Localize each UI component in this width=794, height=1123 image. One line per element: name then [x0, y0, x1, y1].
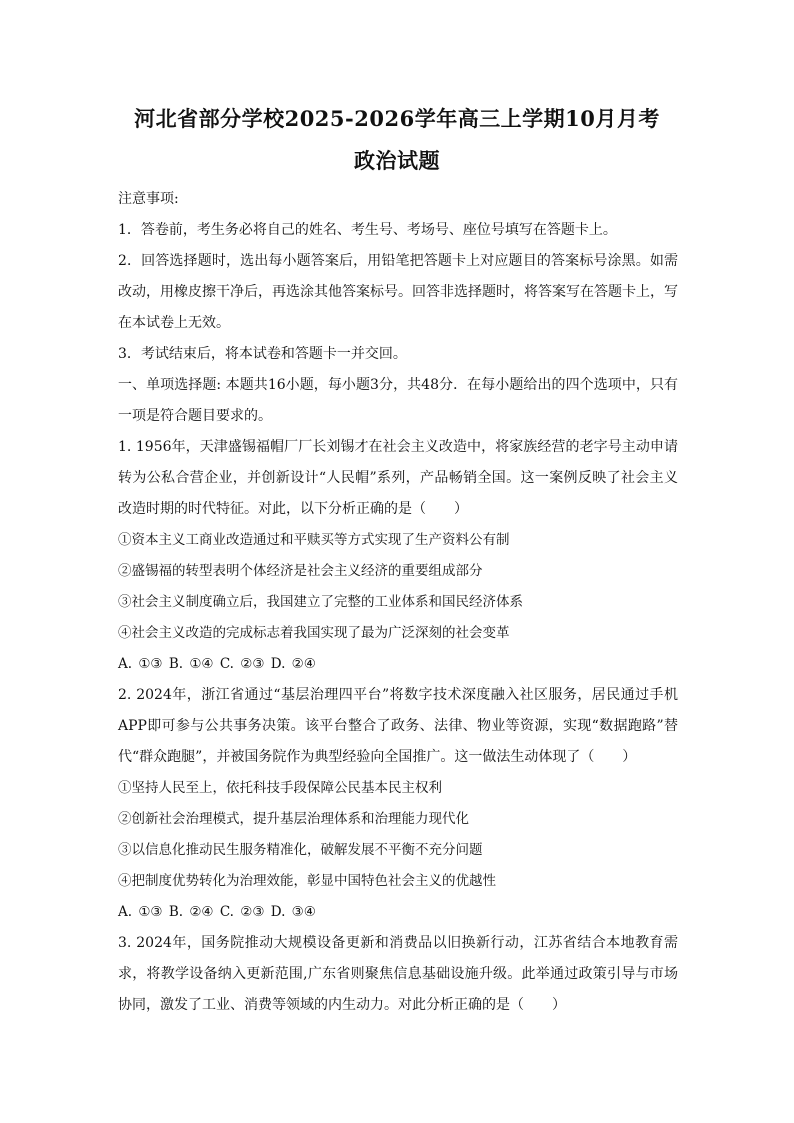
question-1-option-1: ①资本主义工商业改造通过和平赎买等方式实现了生产资料公有制 [118, 532, 510, 548]
notice-item-2: 2．回答选择题时，选出每小题答案后，用铅笔把答题卡上对应题目的答案标号涂黑。如需改动，用橡皮擦干净后，再选涂其他答案标号。回答非选择题时，将答案写在答题卡上，写在本试卷上无效。 [118, 253, 678, 331]
question-2-option-1: ①坚持人民至上，依托科技手段保障公民基本民主权利 [118, 780, 442, 796]
question-1-option-3: ③社会主义制度确立后，我国建立了完整的工业体系和国民经济体系 [118, 594, 523, 610]
notice-heading: 注意事项: [118, 191, 179, 207]
question-1-stem: 1. 1956年，天津盛锡福帽厂厂长刘锡才在社会主义改造中，将家族经营的老字号主动申请转为公私合营企业，并创新设计“人民帽”系列，产品畅销全国。这一案例反映了社会主义改造时期的时代特征。对此，以下分析正确的是（ ） [118, 439, 678, 517]
question-2-option-4: ④把制度优势转化为治理效能，彰显中国特色社会主义的优越性 [118, 873, 496, 889]
question-1-answers: A. ①③ B. ①④ C. ②③ D. ②④ [118, 656, 316, 672]
question-1-option-2: ②盛锡福的转型表明个体经济是社会主义经济的重要组成部分 [118, 563, 483, 579]
notice-item-3: 3．考试结束后，将本试卷和答题卡一并交回。 [118, 346, 407, 362]
notice-item-1: 1．答卷前，考生务必将自己的姓名、考生号、考场号、座位号填写在答题卡上。 [118, 222, 617, 238]
question-3-stem: 3. 2024年，国务院推动大规模设备更新和消费品以旧换新行动，江苏省结合本地教育需求，将教学设备纳入更新范围,广东省则聚焦信息基础设施升级。此举通过政策引导与市场协同，激发了工业、消费等领域的内生动力。对此分析正确的是（ ） [118, 935, 678, 1013]
question-2-answers: A. ①③ B. ②④ C. ②③ D. ③④ [118, 904, 316, 920]
section-heading: 一、单项选择题: 本题共16小题，每小题3分，共48分．在每小题给出的四个选项中，只有一项是符合题目要求的。 [118, 377, 678, 424]
question-1-option-4: ④社会主义改造的完成标志着我国实现了最为广泛深刻的社会变革 [118, 625, 510, 641]
question-2-option-3: ③以信息化推动民生服务精准化，破解发展不平衡不充分问题 [118, 842, 483, 858]
question-2-option-2: ②创新社会治理模式，提升基层治理体系和治理能力现代化 [118, 811, 469, 827]
exam-content [118, 184, 678, 1021]
question-2-stem: 2. 2024年，浙江省通过“基层治理四平台”将数字技术深度融入社区服务，居民通过手机APP即可参与公共事务决策。该平台整合了政务、法律、物业等资源，实现“数据跑路”替代“群众跑腿”，并被国务院作为典型经验向全国推广。这一做法生动体现了（ ） [118, 687, 678, 765]
page-subtitle: 政治试题 [354, 148, 440, 173]
page-title: 河北省部分学校2025-2026学年高三上学期10月月考 [134, 106, 660, 131]
